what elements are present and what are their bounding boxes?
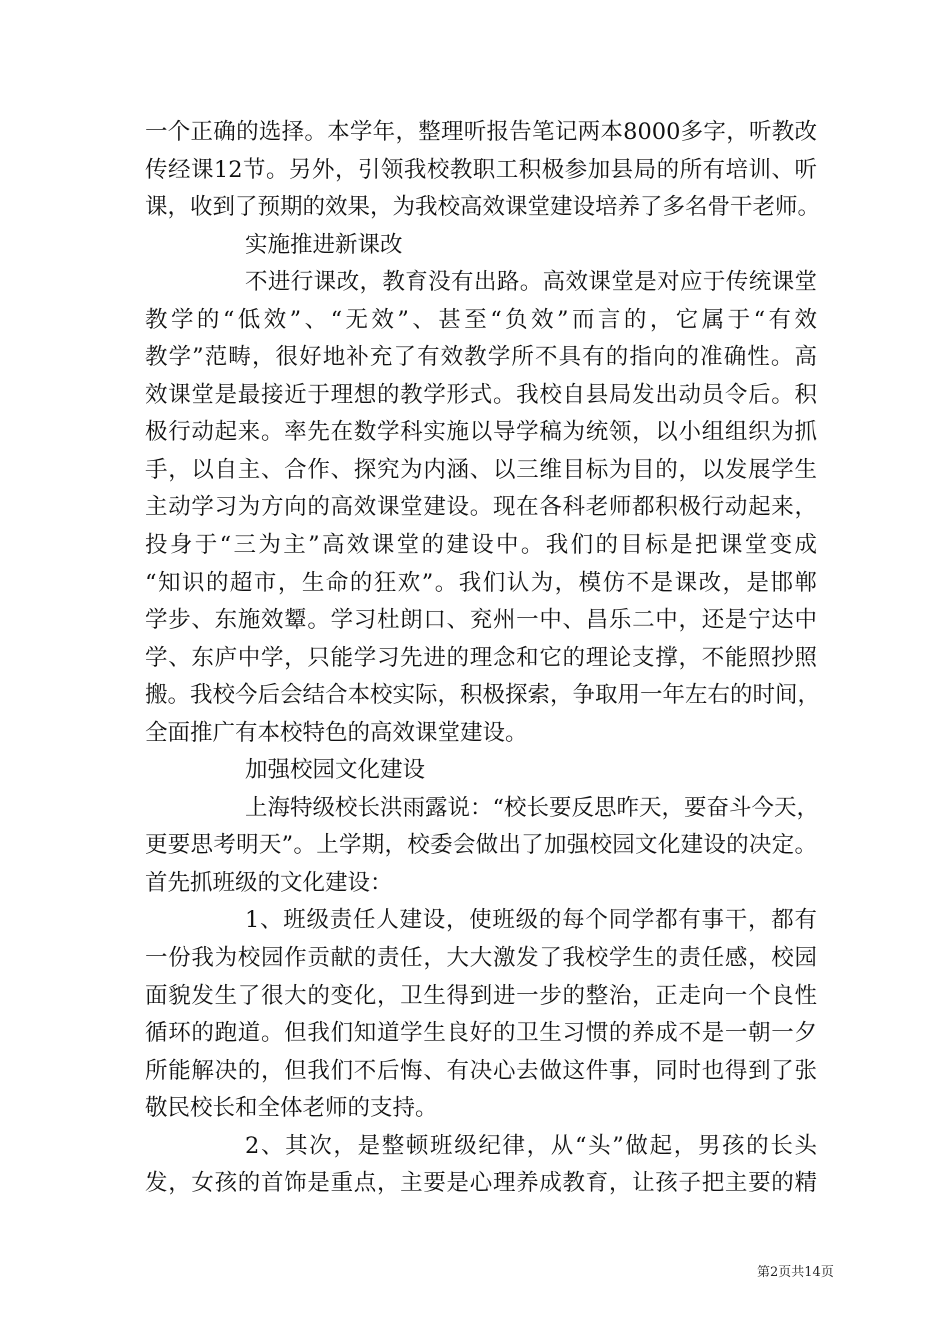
- section-heading: 加强校园文化建设: [245, 757, 426, 784]
- text-line: 课，收到了预期的效果，为我校高效课堂建设培养了多名骨干老师。: [145, 194, 821, 221]
- text-line: 一个正确的选择。本学年，整理听报告笔记两本8000多字，听教改: [145, 119, 817, 145]
- text-line: 一份我为校园作贡献的责任，大大激发了我校学生的责任感，校园: [145, 945, 817, 972]
- list-item-line: 2、其次，是整顿班级纪律，从“头”做起，男孩的长头: [245, 1132, 817, 1159]
- text-line: 极行动起来。率先在数学科实施以导学稿为统领，以小组组织为抓: [145, 419, 817, 446]
- document-body: [145, 114, 821, 1203]
- text-line: 搬。我校今后会结合本校实际，积极探索，争取用一年左右的时间，: [145, 682, 821, 709]
- text-line: 上海特级校长洪雨露说：“校长要反思昨天，要奋斗今天，: [245, 794, 820, 821]
- text-line: 所能解决的，但我们不后悔、有决心去做这件事，同时也得到了张: [145, 1057, 817, 1084]
- text-line: 面貌发生了很大的变化，卫生得到进一步的整治，正走向一个良性: [145, 982, 817, 1009]
- text-line: 主动学习为方向的高效课堂建设。现在各科老师都积极行动起来，: [145, 494, 817, 521]
- text-line: 发，女孩的首饰是重点，主要是心理养成教育，让孩子把主要的精: [145, 1170, 817, 1197]
- section-heading: 实施推进新课改: [245, 231, 403, 258]
- page-number: 第2页共14页: [757, 1265, 834, 1280]
- text-line: 首先抓班级的文化建设：: [145, 869, 393, 896]
- text-line: 学、东庐中学，只能学习先进的理念和它的理论支撑，不能照抄照: [145, 644, 817, 671]
- text-line: 更要思考明天”。上学期，校委会做出了加强校园文化建设的决定。: [145, 832, 817, 859]
- text-line: “知识的超市，生命的狂欢”。我们认为，模仿不是课改，是邯郸: [145, 569, 817, 596]
- text-line: 敬民校长和全体老师的支持。: [145, 1095, 438, 1122]
- text-line: 不进行课改，教育没有出路。高效课堂是对应于传统课堂: [245, 269, 817, 296]
- text-line: 全面推广有本校特色的高效课堂建设。: [145, 719, 528, 746]
- text-line: 传经课12节。另外，引领我校教职工积极参加县局的所有培训、听: [145, 156, 817, 183]
- list-item-line: 1、班级责任人建设，使班级的每个同学都有事干，都有: [245, 907, 817, 934]
- text-line: 效课堂是最接近于理想的教学形式。我校自县局发出动员令后。积: [145, 381, 817, 408]
- text-line: 教学”范畴，很好地补充了有效教学所不具有的指向的准确性。高: [145, 344, 817, 371]
- text-line: 循环的跑道。但我们知道学生良好的卫生习惯的养成不是一朝一夕: [145, 1020, 817, 1047]
- text-line: 教学的“低效”、“无效”、甚至“负效”而言的，它属于“有效: [145, 306, 817, 333]
- text-line: 投身于“三为主”高效课堂的建设中。我们的目标是把课堂变成: [145, 532, 817, 559]
- text-line: 手，以自主、合作、探究为内涵、以三维目标为目的，以发展学生: [145, 456, 817, 483]
- text-line: 学步、东施效颦。学习杜朗口、兖州一中、昌乐二中，还是宁达中: [145, 607, 817, 634]
